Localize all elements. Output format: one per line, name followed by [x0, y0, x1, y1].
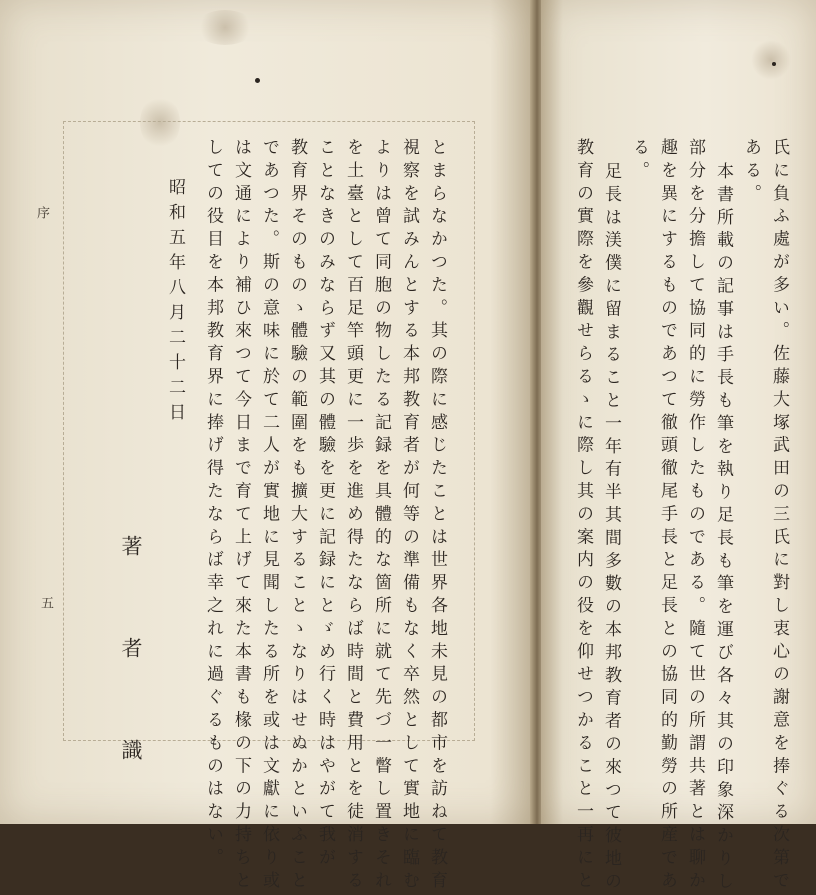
- ink-spot: [255, 78, 260, 83]
- text-column-7: であつた。斯の意味に於て二人が實地に見聞したる所を或は文獻に依り或: [259, 138, 279, 894]
- text-column-2: ある。: [741, 138, 761, 207]
- text-column-3: よりは曾て同胞の物したる記録を具體的な箇所に就て先づ一瞥し置きそれ: [371, 138, 391, 894]
- text-column-8: は文通により補ひ來つて今日まで育て上げて來た本書も椽の下の力持ちと: [231, 138, 251, 894]
- text-column-3: 本書所載の記事は手長も筆を執り足長も筆を運び各々其の印象深かりし: [713, 162, 733, 895]
- text-column-1: とまらなかつた。其の際に感じたことは世界各地未見の都市を訪ねて教育: [427, 138, 447, 894]
- ink-spot: [772, 62, 776, 66]
- text-column-9: しての役目を本邦教育界に捧げ得たならば幸之れに過ぐるものはない。: [203, 138, 223, 871]
- text-column-8: 教育の實際を參觀せらるゝに際し其の案内の役を仰せつかること一再にと: [573, 138, 593, 894]
- text-column-5: 趣を異にするものであつて徹頭徹尾手長と足長との協同的勤勞の所産であ: [657, 138, 677, 894]
- text-column-6: る。: [629, 138, 649, 184]
- text-column-4: 部分を分擔して協同的に勞作したものである。隨て世の所謂共著とは聊か: [685, 138, 705, 894]
- text-column-4: を土臺として百足竿頭更に一歩を進め得たならば時間と費用とを徒消する: [343, 138, 363, 894]
- text-column-1: 氏に負ふ處が多い。佐藤大塚武田の三氏に對し衷心の謝意を捧ぐる次第で: [769, 138, 789, 894]
- page-header: 序: [34, 206, 49, 219]
- text-column-7: 足長は渼僕に留まること一年有半其間多數の本邦教育者の來つて彼地の: [601, 162, 621, 895]
- preface-author: 著 者 識: [119, 535, 143, 790]
- text-column-2: 視察を試みんとする本邦教育者が何等の準備もなく卒然として實地に臨む: [399, 138, 419, 894]
- text-column-6: 教育界そのものゝ體驗の範圍をも擴大することゝなりはせぬかといふこと: [287, 138, 307, 894]
- page-number: 五: [38, 596, 53, 609]
- right-page: [541, 0, 816, 895]
- text-column-5: ことなきのみならず又其の體驗を更に記録にとゞめ行く時はやがて我が: [315, 138, 335, 871]
- preface-date: 昭和五年八月二十二日: [165, 178, 185, 428]
